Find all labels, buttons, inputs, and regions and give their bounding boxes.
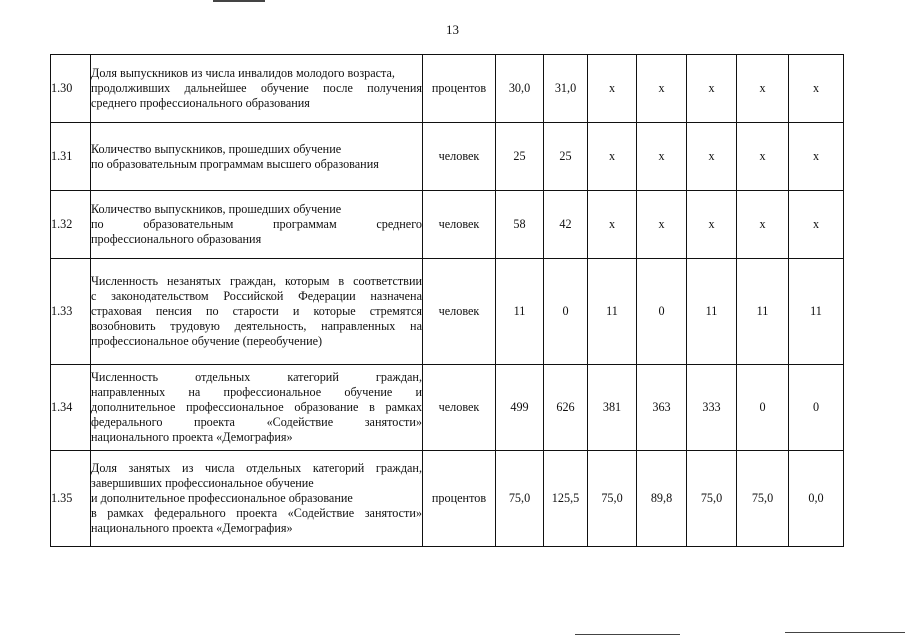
description-line: Численность отдельных категорий граждан,	[91, 370, 422, 384]
value-cell: 499	[496, 365, 544, 451]
value-cell: х	[637, 191, 687, 259]
row-number: 1.34	[51, 365, 91, 451]
value-cell: х	[588, 191, 637, 259]
value-cell: х	[687, 191, 737, 259]
value-cell: 125,5	[544, 451, 588, 547]
unit-of-measure: человек	[423, 123, 496, 191]
description-line: Доля занятых из числа отдельных категорий граждан,	[91, 461, 422, 475]
value-cell: 11	[687, 259, 737, 365]
value-cell: 333	[687, 365, 737, 451]
value-cell: 30,0	[496, 55, 544, 123]
description-line: национального проекта «Демография»	[91, 521, 293, 535]
value-cell: 11	[496, 259, 544, 365]
value-cell: 25	[544, 123, 588, 191]
unit-of-measure: процентов	[423, 55, 496, 123]
description-line: Количество выпускников, прошедших обучение	[91, 141, 342, 156]
table-row	[51, 451, 844, 547]
unit-of-measure: человек	[423, 365, 496, 451]
indicator-description	[91, 55, 423, 123]
value-cell: 75,0	[687, 451, 737, 547]
page-number: 13	[446, 22, 459, 37]
value-cell: х	[637, 123, 687, 191]
value-cell: 626	[544, 365, 588, 451]
value-cell: 0	[544, 259, 588, 365]
description-line: среднего профессионального образования	[91, 96, 310, 110]
description-line: по образовательным программам высшего образования	[91, 156, 379, 171]
value-cell: 363	[637, 365, 687, 451]
value-cell: х	[588, 123, 637, 191]
description-line: по образовательным программам среднего	[91, 217, 422, 231]
indicator-description	[91, 259, 423, 365]
value-cell: х	[789, 55, 844, 123]
description-line: в рамках федерального проекта «Содействие занятости»	[91, 506, 422, 520]
description-line: Доля выпускников из числа инвалидов молодого возраста,	[91, 66, 395, 80]
unit-of-measure: человек	[423, 191, 496, 259]
description-line: страховая пенсия по старости и которые стремятся	[91, 304, 422, 318]
value-cell: х	[737, 123, 789, 191]
table-row	[51, 259, 844, 365]
table-row	[51, 55, 844, 123]
table-row	[51, 365, 844, 451]
value-cell: х	[687, 123, 737, 191]
table-row	[51, 191, 844, 259]
value-cell: х	[789, 123, 844, 191]
row-number: 1.33	[51, 259, 91, 365]
description-line: возобновить трудовую деятельность, направленных на	[91, 319, 422, 333]
value-cell: х	[588, 55, 637, 123]
value-cell: х	[789, 191, 844, 259]
value-cell: 0	[637, 259, 687, 365]
value-cell: 89,8	[637, 451, 687, 547]
value-cell: 11	[737, 259, 789, 365]
row-number: 1.31	[51, 123, 91, 191]
value-cell: 11	[588, 259, 637, 365]
value-cell: 381	[588, 365, 637, 451]
description-line: завершивших профессиональное обучение	[91, 476, 314, 490]
value-cell: х	[637, 55, 687, 123]
value-cell: 75,0	[737, 451, 789, 547]
value-cell: 75,0	[588, 451, 637, 547]
description-line: с законодательством Российской Федерации назначена	[91, 289, 422, 303]
value-cell: 11	[789, 259, 844, 365]
value-cell: х	[687, 55, 737, 123]
table-row	[51, 123, 844, 191]
scan-artifact-bottom-center	[575, 634, 680, 635]
value-cell: 0	[737, 365, 789, 451]
description-line: направленных на профессиональное обучение и	[91, 385, 422, 399]
description-line: и дополнительное профессиональное образование	[91, 491, 353, 505]
indicator-description	[91, 365, 423, 451]
indicators-table	[50, 54, 844, 547]
value-cell: 0	[789, 365, 844, 451]
indicator-description	[91, 451, 423, 547]
row-number: 1.35	[51, 451, 91, 547]
row-number: 1.30	[51, 55, 91, 123]
indicator-description	[91, 191, 423, 259]
description-line: Численность незанятых граждан, которым в соответствии	[91, 274, 422, 288]
unit-of-measure: процентов	[423, 451, 496, 547]
description-line: продолживших дальнейшее обучение после получения	[91, 81, 422, 95]
description-line: профессиональное обучение (переобучение)	[91, 334, 323, 348]
value-cell: 31,0	[544, 55, 588, 123]
value-cell: 0,0	[789, 451, 844, 547]
value-cell: 25	[496, 123, 544, 191]
description-line: Количество выпускников, прошедших обучение	[91, 202, 342, 216]
description-line: дополнительное профессиональное образование в рамках	[91, 400, 422, 414]
indicator-description	[91, 123, 423, 191]
value-cell: х	[737, 191, 789, 259]
row-number: 1.32	[51, 191, 91, 259]
description-line: национального проекта «Демография»	[91, 430, 293, 444]
value-cell: 75,0	[496, 451, 544, 547]
scan-artifact-bottom-right	[785, 632, 905, 633]
value-cell: х	[737, 55, 789, 123]
unit-of-measure: человек	[423, 259, 496, 365]
description-line: федерального проекта «Содействие занятости»	[91, 415, 422, 429]
value-cell: 58	[496, 191, 544, 259]
scan-artifact-top	[213, 0, 265, 2]
description-line: профессионального образования	[91, 232, 262, 246]
value-cell: 42	[544, 191, 588, 259]
